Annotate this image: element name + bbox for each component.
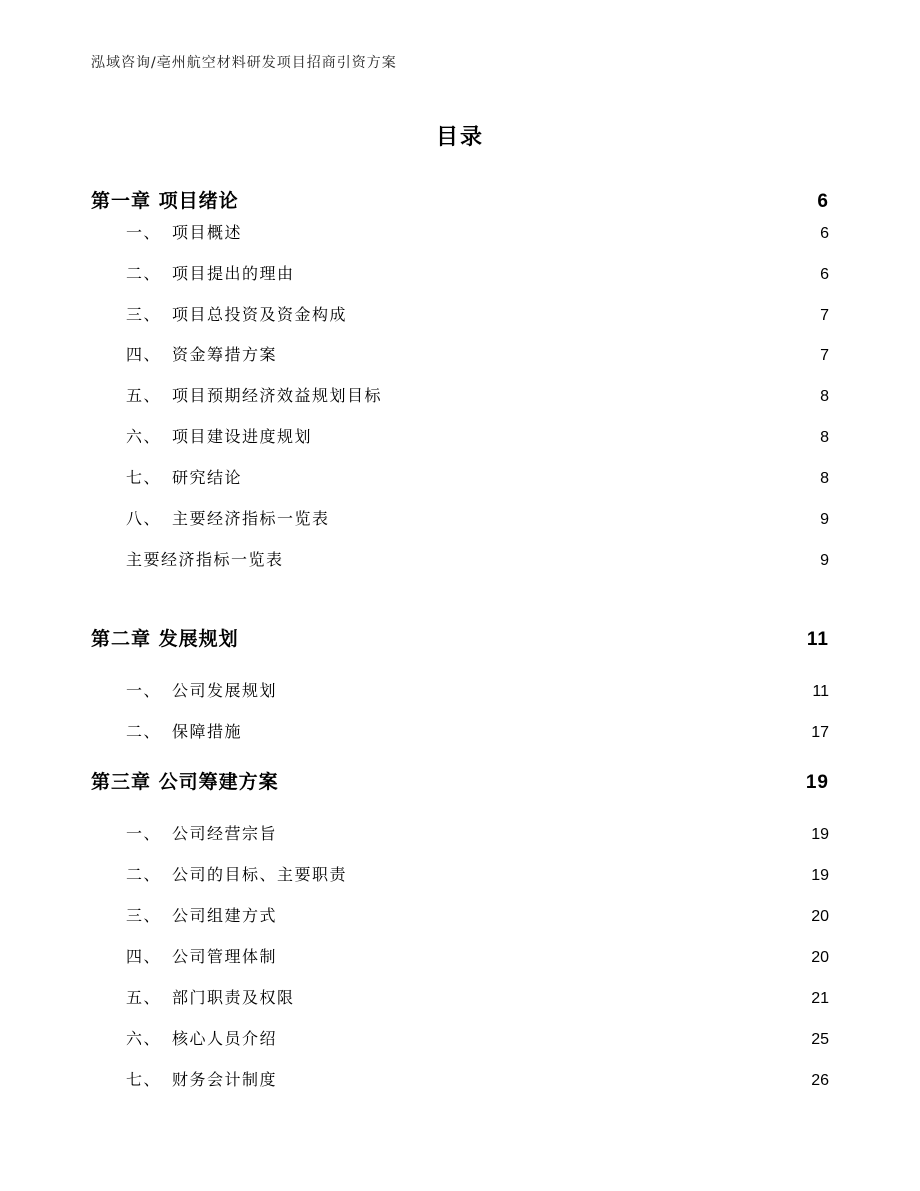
toc-section[interactable] [126,1026,829,1049]
toc-page-number: 7 [820,347,829,364]
toc-section[interactable] [126,465,829,488]
toc-page-number: 20 [811,949,829,966]
toc-entry-number: 五、 [126,988,162,1007]
toc-title: 目录 [435,125,484,150]
toc-page-number: 8 [820,388,829,405]
toc-entry-number: 三、 [126,305,162,324]
toc-entry-label [126,506,330,529]
toc-entry-text: 公司的目标、主要职责 [172,865,348,884]
toc-entry-label: 主要经济指标一览表 [126,550,284,569]
toc-entry-text: 核心人员介绍 [172,1029,278,1048]
toc-page-number: 19 [811,826,829,843]
toc-section[interactable] [126,547,829,570]
toc-page-number: 6 [820,225,829,242]
toc-entry-text: 项目提出的理由 [172,264,295,283]
toc-entry-number: 二、 [126,264,162,283]
toc-entry-label [126,985,295,1008]
page-header: 泓域咨询/亳州航空材料研发项目招商引资方案 [91,55,397,71]
toc-page-number: 26 [811,1072,829,1089]
toc-entry-text: 财务会计制度 [172,1070,278,1089]
toc-page-number: 9 [820,552,829,569]
toc-entry-label [126,342,277,365]
toc-section[interactable] [126,903,829,926]
toc-entry-text: 公司发展规划 [172,681,278,700]
toc-section[interactable] [126,424,829,447]
toc-entry-number: 二、 [126,722,162,741]
toc-page-number: 11 [812,683,829,700]
toc-chapter[interactable] [91,186,829,213]
toc-entry-label [126,944,277,967]
toc-entry-number: 七、 [126,1070,162,1089]
toc-page-number: 21 [811,990,829,1007]
toc-page-number: 19 [811,867,829,884]
toc-entry-text: 项目预期经济效益规划目标 [172,386,383,405]
toc-entry-text: 项目建设进度规划 [172,427,313,446]
toc-entry-text: 资金筹措方案 [172,345,278,364]
toc-page-number: 9 [820,511,829,528]
toc-page-number: 11 [806,629,829,650]
toc-entry-label [126,424,312,447]
toc-chapter[interactable] [91,767,829,794]
toc-entry-text: 公司组建方式 [172,906,278,925]
toc-entry-number: 七、 [126,468,162,487]
toc-entry-label: 第一章 项目绪论 [91,190,239,212]
toc-entry-text: 保障措施 [172,722,243,741]
toc-entry-text: 项目总投资及资金构成 [172,305,348,324]
toc-section[interactable] [126,719,829,742]
toc-entry-number: 一、 [126,681,162,700]
toc-entry-label [126,465,242,488]
toc-entry-label [126,862,347,885]
toc-section[interactable] [126,821,829,844]
toc-entry-label [126,821,277,844]
toc-page-number: 7 [820,307,829,324]
toc-page-number: 25 [811,1031,829,1048]
toc-entry-label [126,383,382,406]
toc-entry-text: 主要经济指标一览表 [172,509,330,528]
toc-entry-number: 四、 [126,345,162,364]
toc-entry-label [126,1026,277,1049]
toc-entry-label [126,1067,277,1090]
toc-entry-label [126,719,242,742]
toc-entry-text: 部门职责及权限 [172,988,295,1007]
toc-section[interactable] [126,261,829,284]
toc-entry-text: 公司管理体制 [172,947,278,966]
toc-entry-label: 第三章 公司筹建方案 [91,771,279,793]
toc-entry-label [126,261,295,284]
toc-entry-number: 六、 [126,1029,162,1048]
toc-section[interactable] [126,342,829,365]
toc-page-number: 19 [805,772,829,793]
toc-entry-label [126,302,347,325]
toc-entry-number: 六、 [126,427,162,446]
toc-section[interactable] [126,985,829,1008]
toc-entry-number: 一、 [126,223,162,242]
toc-entry-number: 五、 [126,386,162,405]
toc-section[interactable] [126,506,829,529]
toc-entry-number: 二、 [126,865,162,884]
toc-entry-label [126,678,277,701]
toc-page-number: 8 [820,429,829,446]
toc-section[interactable] [126,302,829,325]
toc-entry-text: 公司经营宗旨 [172,824,278,843]
toc-section[interactable] [126,1067,829,1090]
toc-entry-number: 三、 [126,906,162,925]
toc-entry-label [126,220,242,243]
toc-entry-number: 四、 [126,947,162,966]
toc-entry-number: 一、 [126,824,162,843]
toc-section[interactable] [126,944,829,967]
toc-entry-text: 项目概述 [172,223,243,242]
toc-section[interactable] [126,383,829,406]
toc-page-number: 6 [820,266,829,283]
toc-page-number: 20 [811,908,829,925]
toc-section[interactable] [126,862,829,885]
toc-entry-text: 研究结论 [172,468,243,487]
toc-entry-number: 八、 [126,509,162,528]
toc-entry-label [126,903,277,926]
toc-section[interactable] [126,678,829,701]
toc-chapter[interactable] [91,624,829,651]
toc-entry-label: 第二章 发展规划 [91,628,239,650]
toc-section[interactable] [126,220,829,243]
toc-page-number: 8 [820,470,829,487]
toc-page-number: 17 [811,724,829,741]
toc-page-number: 6 [817,191,829,212]
